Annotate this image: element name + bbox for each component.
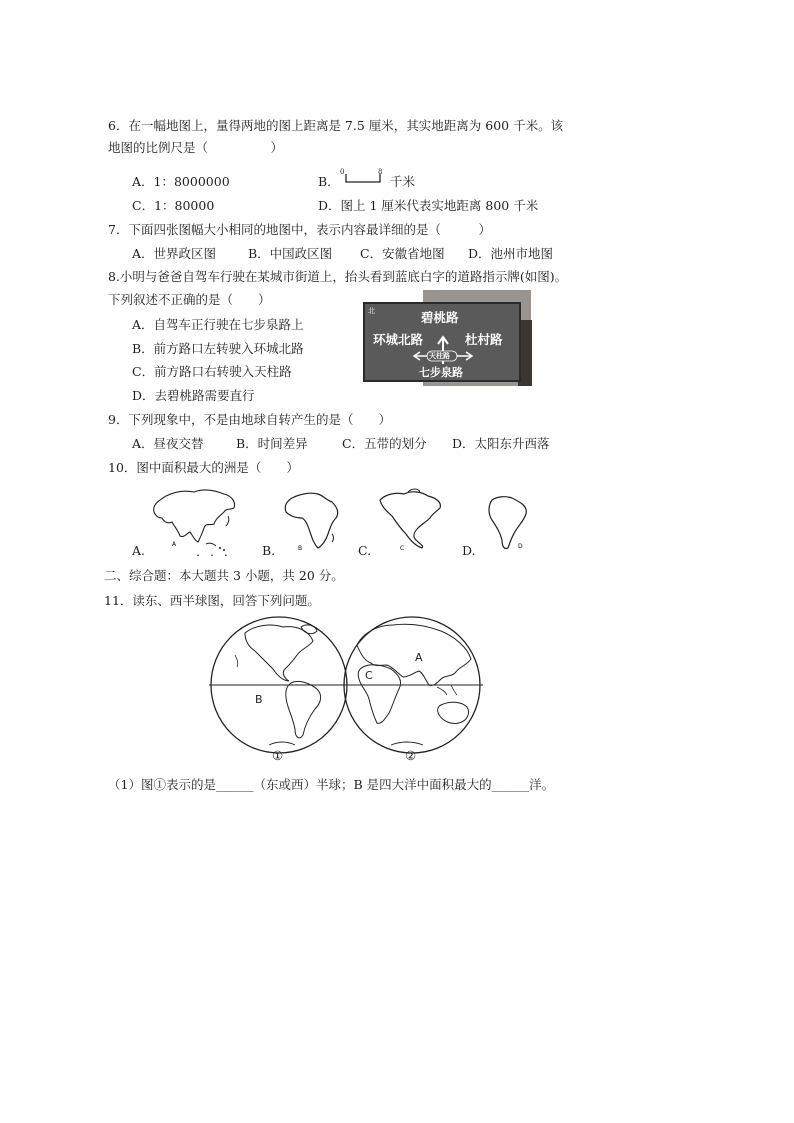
q6-option-b-label: B．: [318, 174, 340, 189]
sign-center-road: 天柱路: [429, 352, 450, 360]
q6-stem-line2: 地图的比例尺是（ ）: [108, 140, 284, 155]
q9-option-d: D．太阳东升西落: [452, 436, 550, 451]
q9-option-c: C．五带的划分: [342, 436, 427, 451]
sign-north-marker: 北: [368, 307, 375, 315]
q7-option-b: B．中国政区图: [248, 246, 333, 261]
q8-option-d: D．去碧桃路需要直行: [132, 388, 255, 403]
dots-decoration: . . .: [196, 544, 231, 559]
q11-label-b: B: [255, 693, 263, 706]
q6-stem-line1: 6．在一幅地图上，量得两地的图上距离是 7.5 厘米，其实地距离为 600 千米。该: [108, 118, 564, 133]
sign-bottom-road: 七步泉路: [419, 366, 463, 379]
q10-map-label-b: B: [298, 545, 303, 552]
q7-option-d: D．池州市地图: [468, 246, 554, 261]
q10-option-c: C.: [358, 543, 372, 558]
q11-label-a: A: [415, 651, 423, 664]
q9-option-a: A．昼夜交替: [132, 436, 204, 451]
q7-option-c: C．安徽省地图: [360, 246, 445, 261]
q6-scale-unit: 千米: [390, 174, 416, 189]
q6-option-c: C．1：80000: [132, 198, 215, 213]
q6-scale-start: 0: [340, 168, 345, 176]
q10-stem: 10．图中面积最大的洲是（ ）: [108, 460, 299, 475]
q8-option-c: C．前方路口右转驶入天柱路: [132, 364, 292, 379]
q11-caption-1: ①: [272, 748, 284, 763]
south-america-outline-map: [482, 490, 542, 556]
q11-label-c: C: [365, 669, 373, 682]
sign-top-road: 碧桃路: [421, 310, 459, 325]
q8-stem-line2: 下列叙述不正确的是（ ）: [108, 292, 271, 307]
north-america-outline-map: [372, 486, 452, 554]
q6-option-d: D．图上 1 厘米代表实地距离 800 千米: [318, 198, 539, 213]
q7-option-a: A．世界政区图: [132, 246, 217, 261]
q8-option-a: A．自驾车正行驶在七步泉路上: [132, 317, 304, 332]
q6-option-a: A．1：8000000: [132, 174, 230, 189]
q10-map-label-d: D: [518, 543, 523, 550]
q10-map-label-c: C: [400, 545, 405, 552]
q10-option-d: D.: [462, 543, 476, 558]
q7-stem: 7．下面四张图幅大小相同的地图中，表示内容最详细的是（ ）: [108, 222, 491, 237]
q11-stem: 11．读东、西半球图，回答下列问题。: [104, 593, 320, 608]
scale-bar-icon: [344, 172, 384, 184]
africa-outline-map: [278, 488, 350, 554]
hemispheres-map: [205, 615, 495, 755]
q10-option-a: A.: [132, 543, 146, 558]
q6-scale-end: 8: [378, 168, 383, 176]
q9-option-b: B．时间差异: [236, 436, 308, 451]
road-sign: [363, 302, 521, 382]
q11-sub1: （1）图①表示的是______（东或西）半球；B 是四大洋中面积最大的______洋。: [108, 777, 555, 792]
q10-map-label-a: A: [172, 541, 177, 548]
sign-left-road: 环城北路: [373, 332, 424, 347]
q8-stem-line1: 8.小明与爸爸自驾车行驶在某城市街道上，抬头看到蓝底白字的道路指示牌(如图)。: [108, 269, 568, 284]
q8-option-b: B．前方路口左转驶入环城北路: [132, 341, 304, 356]
q9-stem: 9．下列现象中，不是由地球自转产生的是（ ）: [108, 412, 391, 427]
section2-heading: 二、综合题：本大题共 3 小题，共 20 分。: [104, 568, 344, 583]
q11-caption-2: ②: [405, 748, 417, 763]
q10-option-b: B.: [262, 543, 276, 558]
sign-right-road: 杜村路: [465, 332, 503, 347]
